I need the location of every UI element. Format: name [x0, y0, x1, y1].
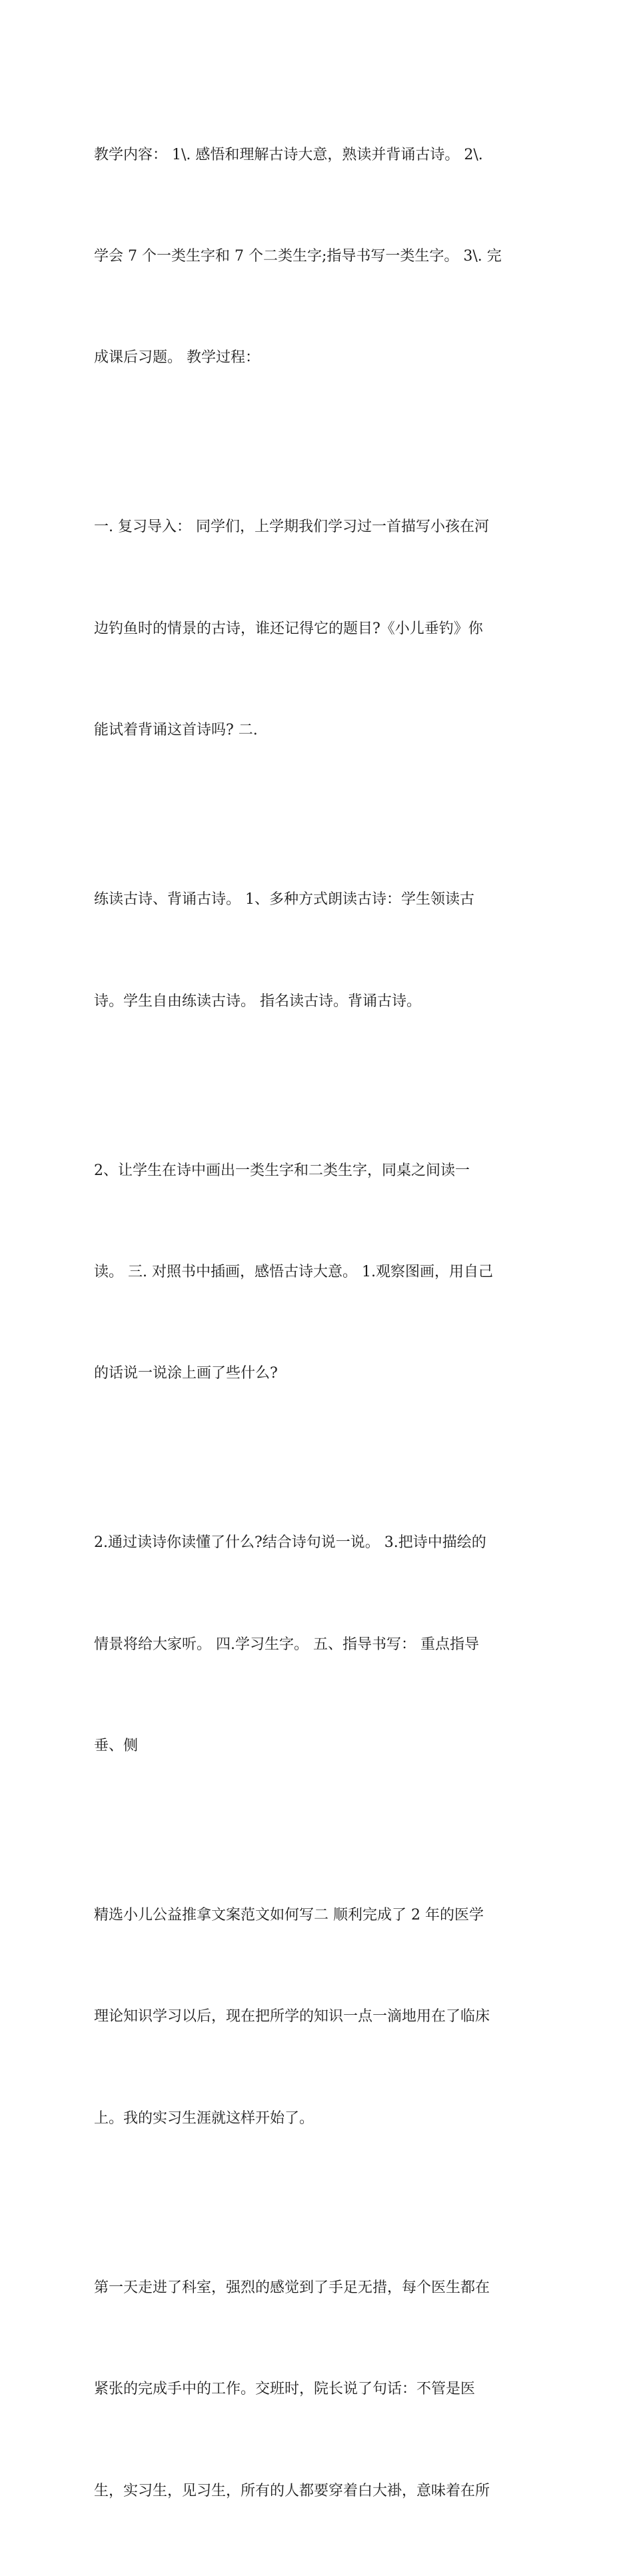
text-line: 2.通过读诗你读懂了什么?结合诗句说一说。 3.把诗中描绘的: [94, 1534, 486, 1552]
paragraph-review-intro: [94, 443, 547, 816]
paragraph-reading-practice: [94, 816, 547, 1086]
text-line: 诗。学生自由练读古诗。 指名读古诗。背诵古诗。: [94, 992, 421, 1010]
text-line: 上。我的实习生涯就这样开始了。: [94, 2109, 315, 2127]
text-line: 读。 三. 对照书中插画，感悟古诗大意。 1.观察图画，用自己: [94, 1263, 493, 1280]
text-line: 生，实习生，见习生，所有的人都要穿着白大褂，意味着在所: [94, 2482, 490, 2499]
paragraph-first-day: [94, 2203, 547, 2576]
text-line: 练读古诗、背诵古诗。 1、多种方式朗读古诗：学生领读古: [94, 891, 474, 908]
text-line: 能试着背诵这首诗吗? 二.: [94, 722, 258, 739]
text-line: 2、让学生在诗中画出一类生字和二类生字，同桌之间读一: [94, 1162, 470, 1179]
text-line: 情景将给大家听。 四.学习生字。 五、指导书写： 重点指导: [94, 1636, 479, 1653]
paragraph-understanding: [94, 1459, 547, 1832]
text-line: 垂、侧: [94, 1738, 139, 1755]
text-line: 的话说一说涂上画了些什么?: [94, 1365, 278, 1382]
text-line: 一. 复习导入： 同学们，上学期我们学习过一首描写小孩在河: [94, 519, 489, 536]
text-line: 边钓鱼时的情景的古诗，谁还记得它的题目?《小儿垂钓》你: [94, 620, 483, 637]
text-line: 精选小儿公益推拿文案范文如何写二 顺利完成了 2 年的医学: [94, 1907, 484, 1924]
text-line: 教学内容： 1\. 感悟和理解古诗大意，熟读并背诵古诗。 2\.: [94, 146, 483, 163]
document-body: [94, 71, 547, 2576]
text-line: 成课后习题。 教学过程：: [94, 349, 260, 367]
paragraph-teaching-content: [94, 71, 547, 443]
paragraph-characters: [94, 1086, 547, 1459]
text-line: 第一天走进了科室，强烈的感觉到了手足无措，每个医生都在: [94, 2279, 490, 2296]
text-line: 学会 7 个一类生字和 7 个二类生字;指导书写一类生字。 3\. 完: [94, 247, 502, 265]
text-line: 紧张的完成手中的工作。交班时，院长说了句话：不管是医: [94, 2381, 476, 2398]
paragraph-internship-intro: [94, 1831, 547, 2203]
text-line: 理论知识学习以后，现在把所学的知识一点一滴地用在了临床: [94, 2008, 490, 2025]
